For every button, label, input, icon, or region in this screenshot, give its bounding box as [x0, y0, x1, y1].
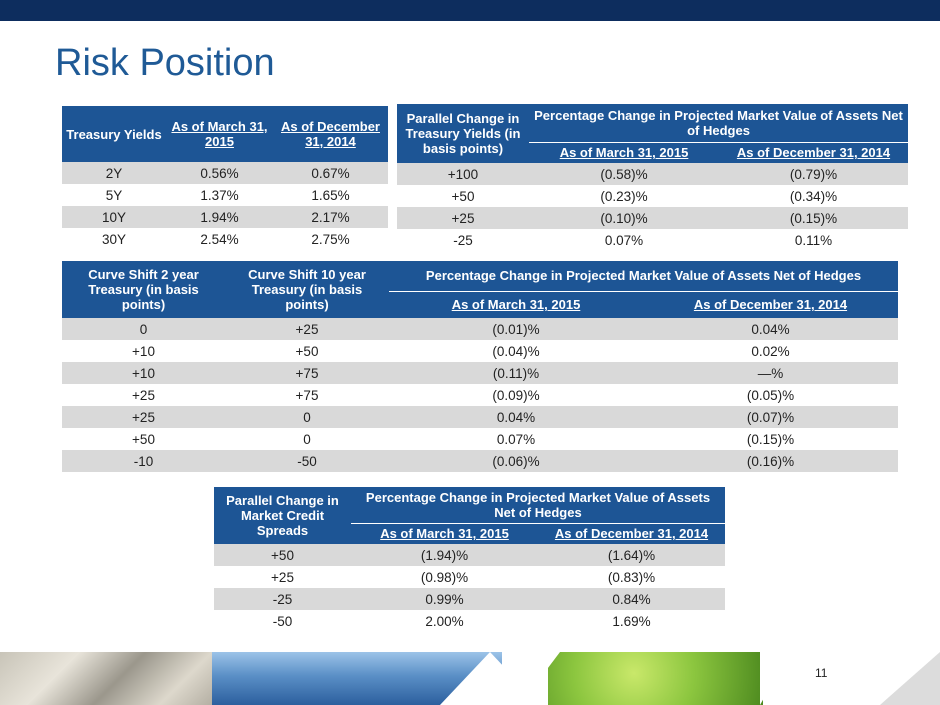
table-row [397, 163, 908, 185]
header-treasury-yields: Treasury Yields [62, 106, 166, 162]
cell-value: 1.37% [200, 187, 239, 203]
page-title: Risk Position [55, 42, 275, 84]
cell-value: (0.23)% [600, 188, 648, 204]
cell-value: 0.84% [538, 588, 725, 610]
table-row [62, 162, 388, 184]
cell-value: (0.07)% [643, 406, 898, 428]
cell-2y-shift: +25 [132, 387, 155, 403]
cell-value: 0.02% [751, 343, 790, 359]
cell-shift: -50 [272, 613, 293, 629]
header-december-2014: As of December 31, 2014 [719, 142, 908, 163]
cell-value: (0.16)% [643, 450, 898, 472]
table-row [62, 362, 898, 384]
table-row [214, 566, 725, 588]
cell-value: 1.94% [166, 206, 273, 228]
table-row [62, 206, 388, 228]
cell-10y-shift: 0 [303, 431, 311, 447]
cell-value: (0.83)% [607, 569, 656, 585]
table-row [62, 228, 388, 250]
cell-value: (0.04)% [492, 343, 540, 359]
cell-value: (1.94)% [351, 544, 538, 566]
cell-shift: -25 [453, 232, 473, 248]
cell-10y-shift: +75 [225, 362, 389, 384]
cell-value: 0.56% [166, 162, 273, 184]
header-curve-shift-2y: Curve Shift 2 year Treasury (in basis points) [62, 261, 225, 318]
cell-value: (0.34)% [789, 188, 838, 204]
cell-shift: +50 [214, 544, 351, 566]
cell-2y-shift: +25 [62, 406, 225, 428]
header-march-2015: As of March 31, 2015 [166, 106, 273, 162]
cell-value: (0.15)% [746, 431, 795, 447]
header-parallel-change-credit: Parallel Change in Market Credit Spreads [214, 487, 351, 544]
cell-10y-shift: +75 [295, 387, 319, 403]
header-percentage-change: Percentage Change in Projected Market Value of Assets Net of Hedges [529, 104, 908, 142]
cell-tenor: 10Y [62, 206, 166, 228]
cell-value: (0.98)% [420, 569, 469, 585]
table-row [214, 588, 725, 610]
cell-value: (0.06)% [389, 450, 643, 472]
page-number: 11 [815, 666, 828, 680]
cell-value: (1.64)% [538, 544, 725, 566]
cell-value: 1.69% [612, 613, 651, 629]
cell-value: (0.11)% [389, 362, 643, 384]
cell-value: 0.04% [643, 318, 898, 340]
header-percentage-change: Percentage Change in Projected Market Value of Assets Net of Hedges [351, 487, 725, 523]
cell-value: —% [643, 362, 898, 384]
gray-corner [880, 652, 940, 705]
header-december-2014: As of December 31, 2014 [643, 291, 898, 318]
table-row [62, 184, 388, 206]
white-wedge [760, 652, 790, 705]
table-row [397, 185, 908, 207]
cell-2y-shift: +10 [62, 362, 225, 384]
footer-shapes [0, 652, 940, 705]
table-row [62, 318, 898, 340]
parallel-treasury-table [397, 104, 908, 251]
cell-value: 0.07% [604, 232, 644, 248]
curve-shift-table [62, 261, 898, 472]
cell-value: (0.01)% [389, 318, 643, 340]
cell-value: 0.04% [389, 406, 643, 428]
header-percentage-change: Percentage Change in Projected Market Value of Assets Net of Hedges [389, 261, 898, 291]
cell-10y-shift: +25 [225, 318, 389, 340]
cell-value: (0.05)% [746, 387, 795, 403]
table-row [62, 340, 898, 362]
table-row [214, 544, 725, 566]
cell-shift: -25 [214, 588, 351, 610]
cell-10y-shift: -50 [225, 450, 389, 472]
cell-value: (0.79)% [719, 163, 908, 185]
cell-value: 2.75% [311, 231, 350, 247]
table-row [62, 406, 898, 428]
header-december-2014: As of December 31, 2014 [538, 523, 725, 544]
header-march-2015: As of March 31, 2015 [351, 523, 538, 544]
cell-value: (0.58)% [529, 163, 719, 185]
table-row [62, 428, 898, 450]
cell-shift: +50 [451, 188, 475, 204]
cell-value: (0.15)% [719, 207, 908, 229]
cell-value: (0.10)% [529, 207, 719, 229]
cell-value: 0.11% [794, 232, 833, 248]
cell-shift: +25 [397, 207, 529, 229]
footer-photo-strip [0, 652, 940, 705]
table-row [214, 610, 725, 632]
cell-value: (0.09)% [492, 387, 540, 403]
cell-value: 2.00% [425, 613, 464, 629]
table-row [62, 450, 898, 472]
cell-value: 0.99% [351, 588, 538, 610]
treasury-yields-table [62, 106, 388, 250]
table-row [62, 384, 898, 406]
cell-2y-shift: -10 [62, 450, 225, 472]
header-parallel-change-treasury: Parallel Change in Treasury Yields (in basis points) [397, 104, 529, 163]
cell-10y-shift: +50 [295, 343, 319, 359]
cell-value: 2.54% [200, 231, 239, 247]
cell-value: 0.07% [496, 431, 536, 447]
header-march-2015: As of March 31, 2015 [389, 291, 643, 318]
cell-tenor: 5Y [105, 187, 123, 203]
top-banner [0, 0, 940, 21]
cell-shift: +25 [271, 569, 294, 585]
cell-10y-shift: 0 [225, 406, 389, 428]
table-row [397, 229, 908, 251]
cell-value: 1.65% [311, 187, 350, 203]
cell-tenor: 30Y [101, 231, 127, 247]
credit-spreads-table [214, 487, 725, 632]
cell-value: 0.67% [273, 162, 388, 184]
table-row [397, 207, 908, 229]
header-curve-shift-10y: Curve Shift 10 year Treasury (in basis points) [225, 261, 389, 318]
cell-tenor: 2Y [62, 162, 166, 184]
cell-value: 2.17% [273, 206, 388, 228]
cell-shift: +100 [397, 163, 529, 185]
cell-2y-shift: +50 [132, 431, 155, 447]
cell-2y-shift: 0 [62, 318, 225, 340]
header-december-2014: As of December 31, 2014 [273, 106, 388, 162]
cell-2y-shift: +10 [132, 343, 155, 359]
header-march-2015: As of March 31, 2015 [529, 142, 719, 163]
